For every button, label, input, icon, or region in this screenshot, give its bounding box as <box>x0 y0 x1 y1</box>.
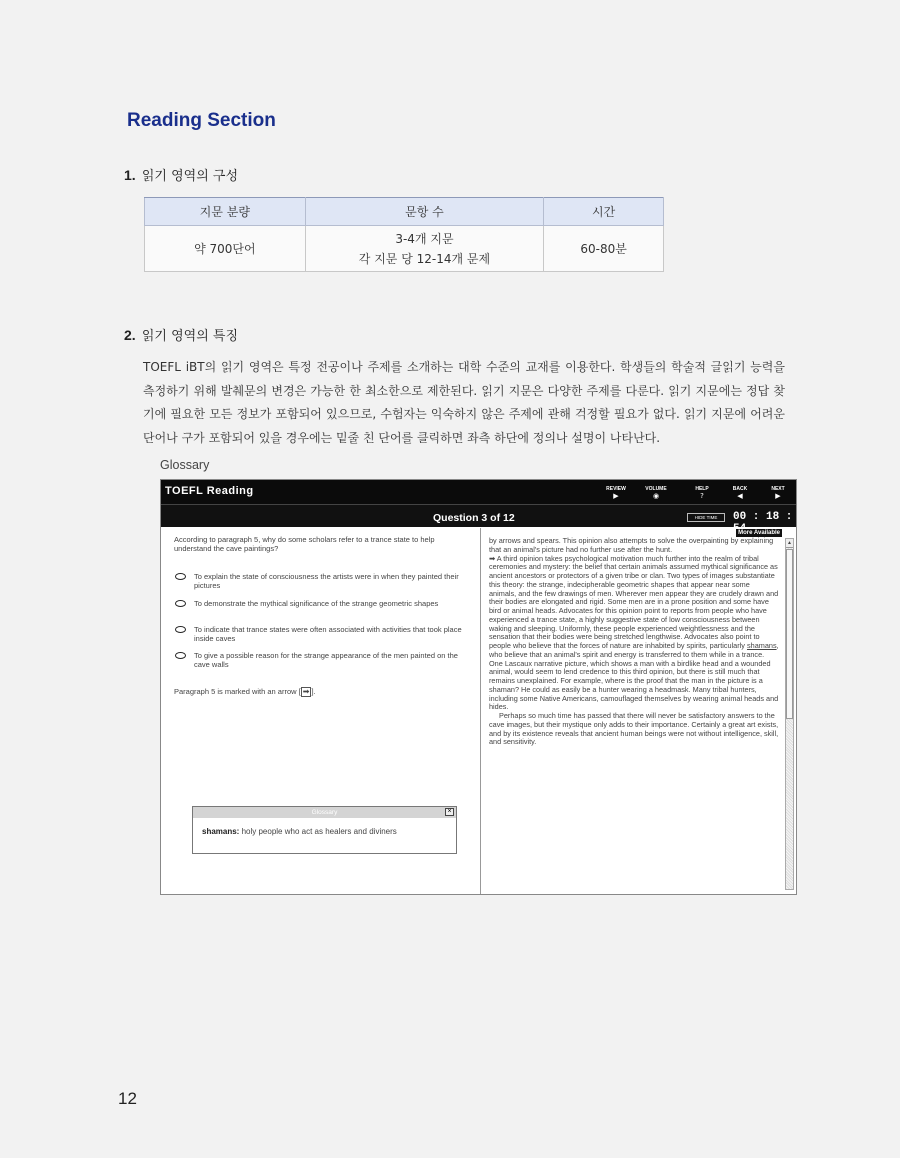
option-text: To explain the state of consciousness the artists were in when they painted their pictures <box>194 572 459 590</box>
table-cell <box>305 226 544 272</box>
structure-table <box>144 197 664 272</box>
next-arrow-icon: ▶ <box>775 492 781 500</box>
glossary-term: shamans: <box>202 827 240 836</box>
answer-option[interactable] <box>175 625 475 643</box>
answer-option[interactable] <box>175 651 475 669</box>
subheading-number: 2. <box>124 327 136 343</box>
option-text: To give a possible reason for the strange appearance of the men painted on the cave walls <box>194 651 458 669</box>
glossary-definition: holy people who act as healers and diviners <box>239 827 397 836</box>
passage-paragraph <box>489 555 779 713</box>
radio-button[interactable] <box>175 600 186 607</box>
close-icon[interactable]: × <box>445 808 454 816</box>
option-text: To indicate that trance states were often associated with activities that took place inside caves <box>194 625 462 643</box>
review-button[interactable] <box>597 482 635 506</box>
subheading-features <box>124 325 238 344</box>
passage-text <box>489 537 779 747</box>
question-counter: Question 3 of 12 <box>433 512 515 524</box>
scroll-up-icon[interactable]: ▲ <box>787 540 792 546</box>
passage-pane <box>482 528 796 894</box>
question-pane <box>161 528 481 894</box>
table-cell: 약 700단어 <box>145 226 306 272</box>
passage-scrollbar[interactable] <box>785 538 794 890</box>
answer-option[interactable] <box>175 599 475 608</box>
glossary-header-label: Glossary <box>311 809 338 816</box>
radio-button[interactable] <box>175 626 186 633</box>
table-header: 문항 수 <box>305 198 544 226</box>
toefl-screenshot <box>160 479 797 895</box>
passage-paragraph: by arrows and spears. This opinion also attempts to solve the overpainting by explaining that an animal's picture had no further use after the hunt. <box>489 536 774 554</box>
radio-button[interactable] <box>175 652 186 659</box>
table-cell-line: 3-4개 지문 <box>395 231 454 246</box>
glossary-body <box>193 818 456 836</box>
subheading-structure <box>124 165 238 184</box>
help-label: HELP <box>695 486 709 492</box>
review-label: REVIEW <box>606 486 626 492</box>
glossary-popup <box>192 806 457 854</box>
passage-paragraph: Perhaps so much time has passed that there will never be satisfactory answers to the cave images, but their mystique only adds to their importance. Certainly a great art exists, and by its existence reveals that ancient human beings were not without intelligence, skill, and sensitivity. <box>489 711 779 747</box>
table-cell: 60-80분 <box>544 226 664 272</box>
table-header-row <box>145 198 664 226</box>
section-title: Reading Section <box>127 110 276 131</box>
subheading-text: 읽기 영역의 구성 <box>141 169 238 184</box>
back-arrow-icon: ◀ <box>737 492 743 500</box>
figure-caption: Glossary <box>160 458 210 472</box>
option-text: To demonstrate the mythical significance of the strange geometric shapes <box>194 599 439 608</box>
more-available-label: More Available <box>738 530 780 536</box>
passage-text-segment: , who believe that an animal's spirit and energy is transferred to them while in a trance. One Lascaux narrative picture, which shows a man with a birdlike head and a wounded animal, would seem to lend credence to this third opinion, but there is still much that remains unexplained. For example, where is the proof that the man in the picture is a shaman? He could as easily be a hunter wearing a headmask. Many tribal hunters, including some Native Americans, camouflaged themselves by wearing animal heads and hides. <box>489 641 779 712</box>
body-paragraph: TOEFL iBT의 읽기 영역은 특정 전공이나 주제를 소개하는 대학 수준의 교재를 이용한다. 학생들의 학술적 글읽기 능력을 측정하기 위해 발췌문의 변경은 가능한 한 최소한으로 제한된다. 읽기 지문은 다양한 주제를 다룬다. 읽기 지문에는 정답 찾기에 필요한 모든 정보가 포함되어 있으므로, 수험자는 익숙하지 않은 주제에 관해 걱정할 필요가 없다. 읽기 지문에 어려운 단어나 구가 포함되어 있을 경우에는 밑줄 친 단어를 클릭하면 좌측 하단에 정의나 설명이 나타난다. <box>143 360 785 445</box>
page-number: 12 <box>118 1089 137 1108</box>
glossary-link[interactable]: shamans <box>746 641 777 650</box>
radio-button[interactable] <box>175 573 186 580</box>
subheading-number: 1. <box>124 167 136 183</box>
help-button[interactable] <box>683 482 721 506</box>
scroll-thumb[interactable] <box>786 549 793 719</box>
question-text: According to paragraph 5, why do some scholars refer to a trance state to help understand the cave paintings? <box>174 535 435 553</box>
back-button[interactable] <box>721 482 759 506</box>
subheading-text: 읽기 영역의 특징 <box>141 329 238 344</box>
review-icon: ▶ <box>613 492 619 500</box>
toefl-toolbar <box>161 480 796 504</box>
marker-note-text: Paragraph 5 is marked with an arrow [ <box>174 687 301 696</box>
arrow-icon: ➡ <box>302 687 310 696</box>
volume-button[interactable] <box>637 482 675 506</box>
paragraph-marker-note <box>174 687 316 697</box>
paragraph-arrow-icon: ➡ <box>489 553 496 563</box>
marker-note-end: ]. <box>311 687 316 696</box>
next-button[interactable] <box>759 482 797 506</box>
table-row <box>145 226 664 272</box>
answer-option[interactable] <box>175 572 475 590</box>
toefl-status-bar <box>161 504 796 527</box>
volume-icon: ◉ <box>652 492 660 500</box>
hide-time-button[interactable]: HIDE TIME <box>687 513 725 522</box>
next-label: NEXT <box>771 486 785 492</box>
volume-label: VOLUME <box>645 486 667 492</box>
table-header: 시간 <box>544 198 664 226</box>
timer: 00 : 18 : <box>733 511 793 523</box>
help-icon: ? <box>700 492 704 500</box>
toefl-title: TOEFL Reading <box>165 485 254 497</box>
table-header: 지문 분량 <box>145 198 306 226</box>
glossary-header <box>193 807 456 818</box>
back-label: BACK <box>732 486 748 492</box>
table-cell-line: 각 지문 당 12-14개 문제 <box>358 251 491 266</box>
passage-text-segment: A third opinion takes psychological motivation much further into the realm of tribal ceremonies and mystery: the belief that certain animals assumed mythical significance as ancient ancestors or protectors of a given tribe or clan. Two types of images substantiate this theory: the strange, indecipherable geometric shapes that appear near some animals, and the few drawings of men. Wherever men appear they are crudely drawn and their bodies are elongated and rigid. Some men are in a prone position and some have bird or animal heads. Advocates for this opinion point to reports from people who have experienced a trance state, a highly suggestive state of low consciousness between waking and sleeping. Uniformly, these people experienced weightlessness and the sensation that their bodies were being stretched lengthwise. Advocates also point to people who believe that the forces of nature are inhabited by spirits, particularly <box>489 553 779 650</box>
